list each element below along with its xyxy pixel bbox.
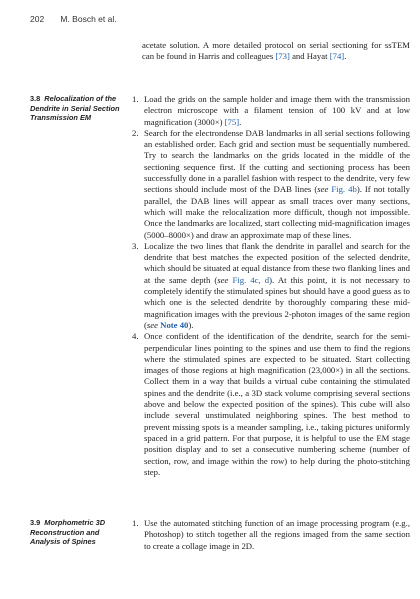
step-number: 2. (132, 127, 139, 138)
step-text: Search for the electrondense DAB landmarks in all serial sections following an established order. Each grid and section must be sequentially numbered. Try to search the landmarks on the grids located in the middle of the sectioning sequence first. If the cutting and sectioning process has been successfully done in a parallel fashion with respect to the dendrite, very few sections should include most of the DAB lines ( (144, 127, 410, 195)
intro-text: . (344, 51, 347, 62)
citation-link[interactable]: [73] (275, 51, 290, 62)
step-number: 1. (132, 518, 139, 528)
step-text: ). At this point, it is not necessary to completely identify the stimulated spines but should have a good guess as to which one is the selected dendrite by thoroughly comparing these mid-magnification images with the previous 2-photon images of the same region ( (144, 274, 410, 330)
see-text: see (217, 274, 229, 285)
step-text: . (239, 116, 242, 127)
note-link[interactable]: Note 40 (160, 319, 189, 330)
step-text: Load the grids on the sample holder and image them with the transmission electron microscope with a filament tension of 100 kV and at low magnification (3000×) (144, 94, 410, 127)
step-item (132, 241, 410, 331)
step-text: Localize the two lines that flank the dendrite in parallel and search for the dendrite that best matches the expected position of the selected dendrite, which should be situated at equal distance from these two flanking lines and at the same depth ( (144, 240, 410, 285)
step-item (132, 94, 410, 128)
step-text: Once confident of the identification of the dendrite, search for the semi-perpendicular lines pointing to the spines and use them to find the regions where the stimulated spines are expected to be situated. Start collecting images of those regions at high magnification (23,000×) in all the sections. Collect them in a way that builds a virtual cube containing the stimulated spines and the dendrite (i.e., a 3D stack volume comprising several sections above and below the expected position of the spines). This cube will also include several unstimulated neighboring spines. The best method to prevent missing spots is a meander sampling, i.e., taking pictures uniformly spaced in a grid pattern. For that purpose, it is helpful to use the EM stage position display and to set a consecutive numbering scheme (number of section, row, and image within the row) to help during the photo-stitching step. (144, 331, 410, 477)
procedure-steps (132, 94, 410, 478)
section-title: Relocalization of the Dendrite in Serial Section Transmission EM (30, 94, 120, 122)
running-authors: M. Bosch et al. (60, 14, 117, 24)
section-title: Morphometric 3D Reconstruction and Analysis of Spines (30, 518, 106, 546)
section-number: 3.9 (30, 518, 41, 527)
figure-link[interactable]: Fig. 4b (331, 184, 357, 195)
section-heading (30, 518, 130, 547)
section-number: 3.8 (30, 94, 41, 103)
step-item (132, 518, 410, 552)
step-item (132, 128, 410, 241)
step-number: 1. (132, 94, 139, 104)
figure-link[interactable]: Fig. 4c, d (232, 274, 270, 285)
step-item (132, 331, 410, 478)
procedure-steps (132, 518, 410, 552)
intro-paragraph (142, 40, 410, 63)
intro-text: and Hayat (289, 51, 330, 62)
section-heading (30, 94, 130, 123)
see-text: see (146, 319, 158, 330)
step-text: ). (188, 319, 194, 330)
citation-link[interactable]: [75] (224, 116, 240, 127)
page-number: 202 (30, 14, 45, 24)
running-header (30, 14, 117, 24)
step-text: Use the automated stitching function of an image processing program (e.g., Photoshop) to stitch together all the regions imaged from the same section to create a collage image in 2D. (144, 518, 410, 551)
see-text: see (317, 184, 329, 195)
intro-text: acetate solution. A more detailed protocol on serial sectioning for ssTEM can be found in Harris and colleagues (142, 40, 410, 62)
citation-link[interactable]: [74] (329, 51, 345, 62)
step-text: ). If not totally parallel, the DAB lines will appear as small traces over many sections, which will make the relocalization more difficult, though not impossible. Once the landmarks are localized, start collecting mid-magnification images (5000–8000×) and draw an approximate map of these lines. (144, 184, 411, 240)
step-number: 3. (132, 240, 139, 251)
step-number: 4. (132, 331, 139, 342)
